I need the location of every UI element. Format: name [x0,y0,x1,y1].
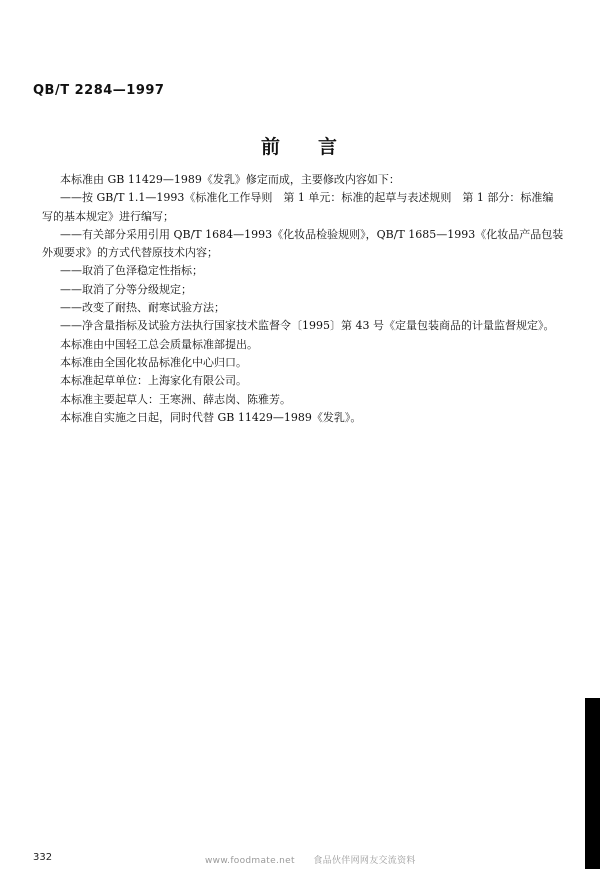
title-char-2: 言 [318,136,340,158]
body-line: 外观要求》的方式代替原技术内容； [42,246,218,260]
body-line: ——有关部分采用引用 QB/T 1684—1993《化妆品检验规则》，QB/T 1685—1993《化妆品产品包装 [60,227,564,241]
body-line: ——取消了分等分级规定； [60,282,192,296]
body-line: 写的基本规定》进行编写； [42,209,174,223]
body-line: ——改变了耐热、耐寒试验方法； [60,301,225,315]
foreword-body [42,171,580,427]
body-line: 本标准主要起草人：王寒洲、薛志岗、陈雅芳。 [60,392,291,406]
body-line: 本标准由中国轻工总会质量标准部提出。 [60,337,258,351]
body-line: 本标准起草单位：上海家化有限公司。 [60,374,247,388]
body-line: ——按 GB/T 1.1—1993《标准化工作导则 第 1 单元：标准的起草与表述规则 第 1 部分：标准编 [60,191,554,205]
page-number: 332 [33,852,53,863]
watermark: www.foodmate.net 食品伙伴网网友交流资料 [205,856,416,866]
body-line: ——取消了色泽稳定性指标； [60,264,203,278]
title-char-1: 前 [260,136,282,158]
edge-scan-bar [585,698,600,869]
page-title [0,132,600,159]
body-line: 本标准由 GB 11429—1989《发乳》修定而成，主要修改内容如下： [60,173,400,186]
body-line: 本标准由全国化妆品标准化中心归口。 [60,355,247,369]
body-line: 本标准自实施之日起，同时代替 GB 11429—1989《发乳》。 [60,410,362,424]
standard-code: QB/T 2284—1997 [33,83,165,98]
body-line: ——净含量指标及试验方法执行国家技术监督令〔1995〕第 43 号《定量包装商品的计量监督规定》。 [60,319,555,333]
